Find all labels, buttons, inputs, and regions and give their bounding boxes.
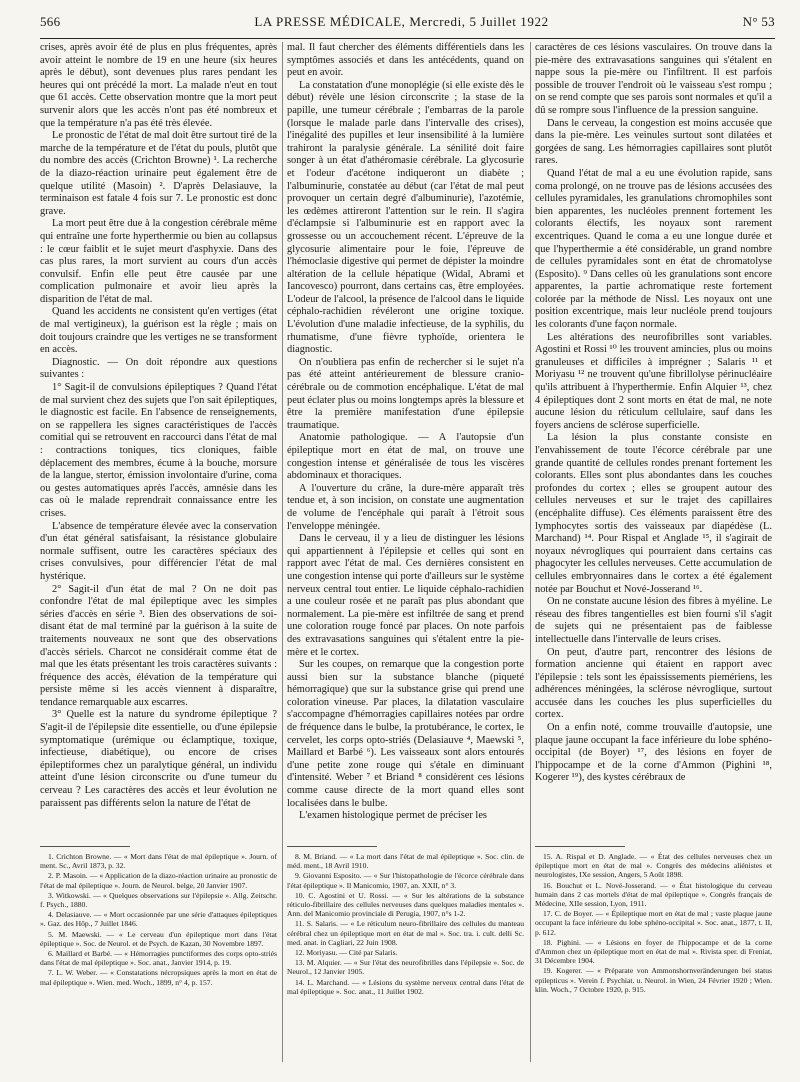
- paragraph: A l'ouverture du crâne, la dure-mère apparaît très tendue et, à son incision, on constate une augmentation de volume de l'encéphale qui paraît à l'étroit sous l'enveloppe méningée.: [287, 482, 524, 532]
- footnote: 13. M. Alquier. — « Sur l'état des neurofibrilles dans l'épilepsie ». Soc. de Neurol., 12 Janvier 1905.: [287, 958, 524, 977]
- footnote-rule: [287, 846, 377, 847]
- issue-number: N° 53: [742, 14, 775, 29]
- footnote: 9. Giovanni Esposito. — « Sur l'histopathologie de l'écorce cérébrale dans l'état épileptique ». Il Manicomio, 1907, an. XXII, n° 3.: [287, 871, 524, 890]
- page-header: [40, 14, 775, 39]
- paragraph: La constatation d'une monoplégie (si elle existe dès le début) révèle une lésion circonscrite ; la stase de la papille, une tumeur cérébrale ; l'embarras de la parole (lorsque le malade parle dans l'intervalle des crises), l'inégalité des pupilles et leur insensibilité à la lumière trahiront la paralysie générale. La sénilité doit faire songer à un état d'athéromasie cérébrale. La glycosurie et l'odeur d'acétone indiqueront un diabète ; l'albuminurie, constatée au début (car l'état de mal peut provoquer un certain degré d'albuminurie), l'azotémie, les œdèmes attireront l'attention sur le rein. Il s'agira d'éclampsie si l'albuminurie est en rapport avec la grossesse ou un accouchement récent. L'épreuve de la glycosurie alimentaire pour le foie, l'épreuve de l'hémoclasie digestive qui permet de dépister la moindre altération de la cellule hépatique (Widal, Abrami et Iancovesco) pourront, dans certains cas, être employées. L'odeur de l'alcool, la présence de l'alcool dans le liquide céphalo-rachidien révéleront une origine toxique. L'évolution d'une maladie infectieuse, de la syphilis, du rhumatisme, d'une fièvre typhoïde, orientera le diagnostic.: [287, 79, 524, 356]
- section-heading-diagnostic: Diagnostic. — On doit répondre aux questions suivantes :: [40, 356, 277, 381]
- footnotes-column-2: [287, 852, 524, 1067]
- paragraph: caractères de ces lésions vasculaires. On trouve dans la pie-mère des extravasations sanguines qui s'étalent en nappe sous la pie-mère ou l'infiltrent. Il est parfois possible de trouver l'endroit où le vaisseau s'est rompu ; on se rend compte que ses parois sont normales et qu'il a dû se rompre sous l'influence de la pression sanguine.: [535, 42, 772, 116]
- footnotes-column-3: [535, 852, 772, 1067]
- footnote-rule: [535, 846, 625, 847]
- footnote: 19. Kogerer. — « Préparate von Ammonshornveränderungen bei status epilepticus ». Verein f. Psychiat. u. Neurol. in Wien, 24 Février 1920 ; Wien. klin. Woch., 7 Octobre 1920, p. 915.: [535, 966, 772, 994]
- paragraph: mal. Il faut chercher des éléments différentiels dans les symptômes associés et dans les antécédents, quand on peut en avoir.: [287, 42, 524, 79]
- paragraph: crises, après avoir été de plus en plus fréquentes, après avoir atteint le nombre de 19 en une heure (six heures après le début), sont devenues plus rares pendant les heures qui ont précédé la mort. La malade n'eut en tout que 61 accès. Cette observation montre que la mort peut survenir alors que les accès n'ont pas été nombreux et que la température n'a pas été très élevée.: [40, 42, 277, 129]
- paragraph: Dans le cerveau, la congestion est moins accusée que dans la pie-mère. Les veinules surtout sont dilatées et gorgées de sang. Les hémorragies capillaires sont plutôt rares.: [535, 117, 772, 167]
- footnote: 15. A. Rispal et D. Anglade. — « État des cellules nerveuses chez un épileptique mort en état de mal ». Congrès des médecins aliénistes et neurologistes, IXe session, Angers, 5 Août 1898.: [535, 852, 772, 880]
- column-rule: [282, 42, 283, 1062]
- paragraph: 2° Sagit-il d'un état de mal ? On ne doit pas confondre l'état de mal épileptique avec les simples séries d'accès en série ³. Bien des observations de soi-disant état de mal terminé par la guérison à la suite de traitements nouveaux ne sont que des observations d'accès sériels. Charcot ne considérait comme état de mal que les états présentant les trois caractères suivants : fréquence des accès, élévation de la température qui persiste même si les accès viennent à disparaître, tendance remarquable aux escarres.: [40, 583, 277, 708]
- footnote: 1. Crichton Browne. — « Mort dans l'état de mal épileptique ». Journ. of ment. Sc., Avril 1873, p. 32.: [40, 852, 277, 871]
- footnote: 10. C. Agostini et U. Rossi. — « Sur les altérations de la substance réticulo-fibrillaire des cellules nerveuses dans quelques maladies mentales ». Ann. del Manicomio provinciale di Perugia, 1907, n°s 1-2.: [287, 890, 524, 919]
- paragraph: Les altérations des neurofibrilles sont variables. Agostini et Rossi ¹⁰ les trouvent amincies, plus ou moins granuleuses et difficiles à imprégner ; Salaris ¹¹ et Moriyasu ¹² ne trouvent qu'une fibrillolyse périnucléaire qu'ils attribuent à l'hyperthermie. Enfin Alquier ¹³, chez 4 épileptiques dont 2 sont morts en état de mal, ne note aucune lésion du réticulum cellulaire, sauf dans les foyers anciens de sclérose superficielle.: [535, 331, 772, 431]
- paragraph: On a enfin noté, comme trouvaille d'autopsie, une plaque jaune occupant la face inférieure du lobe sphéno-occipital (de Boyer) ¹⁷, des lésions en foyer de l'hippocampe et de la corne d'Ammon (Pighini ¹⁸, Kogerer ¹⁹), des kystes cérébraux de: [535, 722, 772, 784]
- text-column-1: [40, 42, 277, 842]
- paragraph: Sur les coupes, on remarque que la congestion porte aussi bien sur la substance blanche (piqueté hémorragique) que sur la substance grise qui prend une coloration vineuse. Par places, la dilatation vasculaire s'accompagne d'hémorragies capillaires notées par ordre de fréquence dans le bulbe, la protubérance, le cortex, le cervelet, les corps opto-striés (Delasiauve ⁴, Maewski ⁵, Maillard et Barbé ⁶). Les vaisseaux sont alors entourés d'une petite zone rouge qui s'étale en diminuant d'intensité. Weber ⁷ et Briand ⁸ considèrent ces lésions comme cause directe de la mort quand elles sont localisées dans le bulbe.: [287, 659, 524, 809]
- footnote: 6. Maillard et Barbé. — « Hémorragies punctiformes des corps opto-striés dans l'état de mal épileptique ». Soc. anat., Janvier 1914, p. 19.: [40, 949, 277, 968]
- paragraph: L'examen histologique permet de préciser les: [299, 810, 487, 822]
- paragraph: L'absence de température élevée avec la conservation d'un état général satisfaisant, la résistance globulaire normale suffisent, outre les caractères spéciaux des crises convulsives, pour différencier l'état de mal hystérique.: [40, 520, 277, 582]
- footnote: 16. Bouchut et L. Nové-Josserand. — « État histologique du cerveau humain dans 2 cas mortels d'état de mal épileptique ». Congrès français de Médecine, XIIe session, Lyon, 1911.: [535, 880, 772, 909]
- footnote: 12. Moriyasu. — Cité par Salaris.: [295, 948, 398, 958]
- text-column-3: [535, 42, 772, 842]
- paragraph: On peut, d'autre part, rencontrer des lésions de formation ancienne qui étaient en rapport avec l'épilepsie : tels sont les épaississements piemériens, les adhérences méningées, la sclérose névroglique, surtout accusée dans les couches les plus superficielles du cortex.: [535, 646, 772, 721]
- footnote: 8. M. Briand. — « La mort dans l'état de mal épileptique ». Soc. clin. de méd. ment., 18 Avril 1910.: [287, 852, 524, 871]
- footnotes-column-1: [40, 852, 277, 1067]
- column-rule: [530, 42, 531, 1062]
- paragraph: La lésion la plus constante consiste en l'envahissement de toute l'écorce cérébrale par une grande quantité de cellules rondes prenant fortement les colorants. Elles sont plus abondantes dans les couches profondes du cortex ; elles se groupent autour des cellules nerveuses et sur le trajet des capillaires (encéphalite diffuse). Ces éléments paraissent être des lymphocytes sortis des vaisseaux par diapédèse (L. Marchand) ¹⁴. Pour Rispal et Anglade ¹⁵, il s'agirait de noyaux névrogliques qui pourraient dans certains cas phagocyter les cellules nerveuses. Cette accumulation de cellules embryonnaires dans le cortex a été également notée par Bouchut et Nové-Josserand ¹⁶.: [535, 432, 772, 595]
- journal-title: LA PRESSE MÉDICALE, Mercredi, 5 Juillet 1922: [254, 14, 549, 29]
- footnote: 11. S. Salaris. — « Le réticulum neuro-fibrillaire des cellules du manteau cérébral chez un épileptique mort en état de mal ». Soc. tra. i. cult. delli Sc. med. anat. in Cagliari, 22 Juin 1908.: [287, 919, 524, 947]
- section-heading-anatomy: Anatomie pathologique. — A l'autopsie d'un épileptique mort en état de mal, on trouve une congestion intense et généralisée de tous les viscères abdominaux et thoraciques.: [287, 432, 524, 482]
- footnote: 14. L. Marchand. — « Lésions du système nerveux central dans l'état de mal épileptique ». Soc. anat., 11 Juillet 1902.: [287, 977, 524, 996]
- footnote: 5. M. Maewski. — « Le cerveau d'un épileptique mort dans l'état épileptique ». Soc. de Neurol. et de Psych. de Kazan, 30 Novembre 1897.: [40, 929, 277, 948]
- footnote-rule: [40, 846, 130, 847]
- paragraph: 1° Sagit-il de convulsions épileptiques ? Quand l'état de mal survient chez des sujets que l'on sait épileptiques, le diagnostic est facile. En l'absence de renseignements, on se rappellera les signes caractéristiques de l'accès comitial qui se retrouvent en raccourci dans l'état de mal : contractions toniques, tics cloniques, faible déplacement des membres, écume à la bouche, morsure de la langue, stertor, émission involontaire d'urine, coma ou gestes automatiques après l'accès, amnésie dans les cas où le malade reprendrait connaissance entre les crises.: [40, 382, 277, 519]
- paragraph: La mort peut être due à la congestion cérébrale même qui entraîne une forte hyperthermie ou bien au collapsus : le cœur faiblit et le sujet meurt d'asphyxie. Dans des cas plus rares, la mort survient au cours d'un accès convulsif. Enfin elle peut être causée par une complication pulmonaire et avoir lieu après la disparition de l'état de mal.: [40, 218, 277, 305]
- paragraph: Dans le cerveau, il y a lieu de distinguer les lésions qui appartiennent à l'épilepsie et celles qui sont en rapport avec l'état de mal. Ces dernières consistent en une congestion intense qui porte d'ailleurs sur le système nerveux central tout entier. Le liquide céphalo-rachidien a une couleur rosée et ne paraît pas plus abondant que normalement. La pie-mère est infiltrée de sang et prend une coloration rouge foncé par places. On note parfois des extravasations sanguines qui s'étalent entre la pie-mère et le cortex.: [287, 533, 524, 658]
- paragraph: 3° Quelle est la nature du syndrome épileptique ? S'agit-il de l'épilepsie dite essentielle, ou d'une épilepsie symptomatique (urémique ou éclamptique, toxique, infectieuse, diabétique), ou encore de crises épileptiformes chez un paralytique général, un individu atteint d'une lésion circonscrite ou d'une tumeur du cerveau ? Les caractères des accès et leur évolution ne paraissent pas différents selon la nature de l'état de: [40, 709, 277, 809]
- paragraph: On n'oubliera pas enfin de rechercher si le sujet n'a pas été atteint antérieurement de blessure cranio-cérébrale ou de commotion encéphalique. L'état de mal peut éclater plus ou moins longtemps après la blessure et être la première manifestation d'une épilepsie traumatique.: [287, 356, 524, 431]
- paragraph: On ne constate aucune lésion des fibres à myéline. Le réseau des fibres tangentielles est bien fourni s'il s'agit de sujets qui ne présentaient pas de faiblesse intellectuelle dans l'intervalle de leurs crises.: [535, 596, 772, 645]
- footnote: 4. Delasiauve. — « Mort occasionnée par une série d'attaques épileptiques ». Gaz. des Hôp., 7 Juillet 1846.: [40, 910, 277, 929]
- text-column-2: [287, 42, 524, 842]
- paragraph: Quand les accidents ne consistent qu'en vertiges (état de mal vertigineux), la guérison est la règle ; mais on doit toujours craindre que les vertiges ne se transforment en accès.: [40, 306, 277, 356]
- paragraph: Quand l'état de mal a eu une évolution rapide, sans coma prolongé, on ne trouve pas de lésions accusées des cellules pyramidales, les granulations chromophiles sont bien apparentes, les nucléoles prennent fortement les colorants électifs, les noyaux sont rarement excentriques. Quand le coma a eu une longue durée et que l'hyperthermie a été considérable, un grand nombre de cellules pyramidales sont en état de chromatolyse (Esposito). ⁹ Dans celles où les granulations sont encore apparentes, la partie achromatique reste fortement colorée par la méthode de Nissl. Les noyaux ont une position excentrique, mais leur nucléole prend toujours les colorants d'une façon normale.: [535, 167, 772, 331]
- footnote: 7. L. W. Weber. — « Constatations nécropsiques après la mort en état de mal épileptique ». Wien. med. Woch., 1899, n° 4, p. 157.: [40, 968, 277, 987]
- footnote: 3. Witkowski. — « Quelques observations sur l'épilepsie ». Allg. Zeitschr. f. Psych., 1880.: [40, 890, 277, 910]
- footnote: 2. P. Masoin. — « Application de la diazo-réaction urinaire au pronostic de l'état de mal épileptique ». Journ. de Neurol. belge, 20 Janvier 1907.: [40, 871, 277, 890]
- footnote: 17. C. de Boyer. — « Épileptique mort en état de mal ; vaste plaque jaune occupant la face inférieure du lobe sphéno-occipital ». Soc. anat., 1877, t. II, p. 612.: [535, 909, 772, 937]
- paragraph: Le pronostic de l'état de mal doit être surtout tiré de la marche de la température et de l'état du pouls, plutôt que du nombre des accès (Crichton Browne) ¹. La recherche de la diazo-réaction urinaire peut également être de quelque utilité (Masoin) ². D'après Delasiauve, la terminaison est fatale 4 fois sur 7. Le pronostic est donc grave.: [40, 130, 277, 217]
- footnote: 18. Pighini. — « Lésions en foyer de l'hippocampe et de la corne d'Ammon chez un épileptique mort en état de mal ». Rivista sper. di Freniat, 31 Décembre 1904.: [535, 937, 772, 966]
- page-number: 566: [40, 14, 61, 29]
